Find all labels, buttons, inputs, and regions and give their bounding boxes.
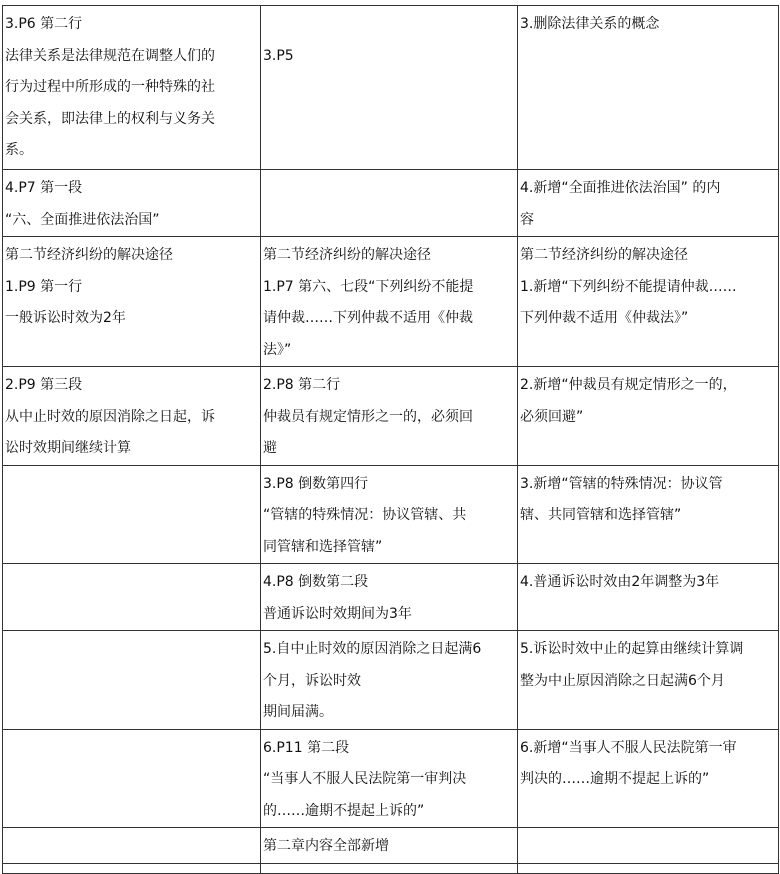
cell-line: 第二节经济纠纷的解决途径 bbox=[5, 247, 173, 263]
cell-line: 1.P9 第一行 bbox=[5, 278, 83, 295]
cell-line: 1.新增“下列纠纷不能提请仲裁…… bbox=[520, 278, 737, 295]
new-version-cell bbox=[261, 170, 518, 237]
change-note-cell bbox=[518, 6, 779, 170]
cell-line: 容 bbox=[520, 211, 534, 228]
table-row bbox=[3, 465, 779, 564]
change-note-cell bbox=[518, 170, 779, 237]
cell-line: 6.P11 第二段 bbox=[263, 739, 350, 756]
old-version-cell bbox=[3, 828, 261, 864]
old-version-cell bbox=[3, 631, 261, 730]
cell-line: 必须回避” bbox=[520, 408, 584, 425]
cell-line: 6.新增“当事人不服人民法院第一审 bbox=[520, 739, 737, 756]
change-note-cell bbox=[518, 729, 779, 828]
new-version-cell bbox=[261, 465, 518, 564]
cell-line: 个月，诉讼时效 bbox=[263, 672, 361, 689]
cell-line: “当事人不服人民法院第一审判决 bbox=[263, 771, 467, 787]
old-version-cell bbox=[3, 237, 261, 367]
cell-line: 整为中止原因消除之日起满6个月 bbox=[520, 672, 725, 689]
cell-line: 法》” bbox=[263, 341, 292, 358]
new-version-cell bbox=[261, 237, 518, 367]
old-version-cell bbox=[3, 6, 261, 170]
new-version-cell bbox=[261, 6, 518, 170]
cell-line: 避 bbox=[263, 440, 277, 456]
cell-line: 2.新增“仲裁员有规定情形之一的， bbox=[520, 377, 737, 393]
comparison-table bbox=[2, 5, 779, 874]
cell-line: 3.P8 倒数第四行 bbox=[263, 475, 369, 492]
cell-line: 系。 bbox=[5, 142, 33, 158]
cell-line bbox=[263, 9, 515, 41]
cell-line: 判决的……逾期不提起上诉的” bbox=[520, 771, 710, 787]
change-note-cell bbox=[518, 367, 779, 466]
old-version-cell bbox=[3, 729, 261, 828]
cell-line: 4.普通诉讼时效由2年调整为3年 bbox=[520, 574, 720, 590]
table-row bbox=[3, 6, 779, 170]
cell-line: 辖、共同管辖和选择管辖” bbox=[520, 507, 682, 523]
change-note-cell bbox=[518, 465, 779, 564]
cell-line: 3.删除法律关系的概念 bbox=[520, 16, 660, 32]
old-version-cell bbox=[3, 863, 261, 873]
cell-line: 5.诉讼时效中止的起算由继续计算调 bbox=[520, 641, 744, 657]
cell-line: 第二节经济纠纷的解决途径 bbox=[263, 247, 431, 263]
cell-line: 会关系，即法律上的权利与义务关 bbox=[5, 110, 215, 127]
table-row bbox=[3, 237, 779, 367]
cell-line: 第二章内容全部新增 bbox=[263, 838, 389, 854]
cell-line: 2.P9 第三段 bbox=[5, 377, 83, 393]
cell-line: 请仲裁……下列仲裁不适用《仲裁 bbox=[263, 310, 473, 326]
new-version-cell bbox=[261, 564, 518, 631]
new-version-cell bbox=[261, 729, 518, 828]
change-note-cell bbox=[518, 631, 779, 730]
cell-line: 普通诉讼时效期间为3年 bbox=[263, 605, 412, 622]
cell-line: 讼时效期间继续计算 bbox=[5, 440, 131, 456]
cell-line: 一般诉讼时效为2年 bbox=[5, 310, 126, 326]
cell-line: 期间届满。 bbox=[263, 704, 333, 720]
old-version-cell bbox=[3, 465, 261, 564]
table-row bbox=[3, 631, 779, 730]
cell-line: 3.P5 bbox=[263, 47, 294, 64]
table-row bbox=[3, 367, 779, 466]
table-row bbox=[3, 564, 779, 631]
table-row bbox=[3, 170, 779, 237]
cell-line: 3.P6 第二行 bbox=[5, 16, 83, 32]
change-note-cell bbox=[518, 237, 779, 367]
old-version-cell bbox=[3, 564, 261, 631]
table-row bbox=[3, 863, 779, 873]
cell-line: 4.新增“全面推进依法治国” 的内 bbox=[520, 180, 721, 196]
cell-line: 行为过程中所形成的一种特殊的社 bbox=[5, 79, 215, 95]
cell-line: 5.自中止时效的原因消除之日起满6 bbox=[263, 641, 482, 657]
new-version-cell bbox=[261, 631, 518, 730]
new-version-cell bbox=[261, 863, 518, 873]
cell-line: 4.P8 倒数第二段 bbox=[263, 574, 369, 590]
cell-line: 仲裁员有规定情形之一的，必须回 bbox=[263, 408, 473, 425]
cell-line: 的……逾期不提起上诉的” bbox=[263, 802, 425, 819]
cell-line: 法律关系是法律规范在调整人们的 bbox=[5, 47, 215, 64]
cell-line: 2.P8 第二行 bbox=[263, 377, 341, 393]
change-note-cell bbox=[518, 828, 779, 864]
cell-line: 3.新增“管辖的特殊情况：协议管 bbox=[520, 475, 723, 492]
old-version-cell bbox=[3, 170, 261, 237]
cell-line: 同管辖和选择管辖” bbox=[263, 538, 383, 555]
table-row bbox=[3, 828, 779, 864]
cell-line: “六、全面推进依法治国” bbox=[5, 211, 160, 228]
cell-line: 下列仲裁不适用《仲裁法》” bbox=[520, 310, 689, 326]
new-version-cell bbox=[261, 828, 518, 864]
table-row bbox=[3, 729, 779, 828]
cell-line: 4.P7 第一段 bbox=[5, 180, 83, 196]
old-version-cell bbox=[3, 367, 261, 466]
new-version-cell bbox=[261, 367, 518, 466]
cell-line: 1.P7 第六、七段“下列纠纷不能提 bbox=[263, 278, 474, 295]
change-note-cell bbox=[518, 863, 779, 873]
cell-line: 第二节经济纠纷的解决途径 bbox=[520, 247, 688, 263]
cell-line: “管辖的特殊情况：协议管辖、共 bbox=[263, 507, 467, 523]
cell-line: 从中止时效的原因消除之日起，诉 bbox=[5, 408, 215, 425]
change-note-cell bbox=[518, 564, 779, 631]
